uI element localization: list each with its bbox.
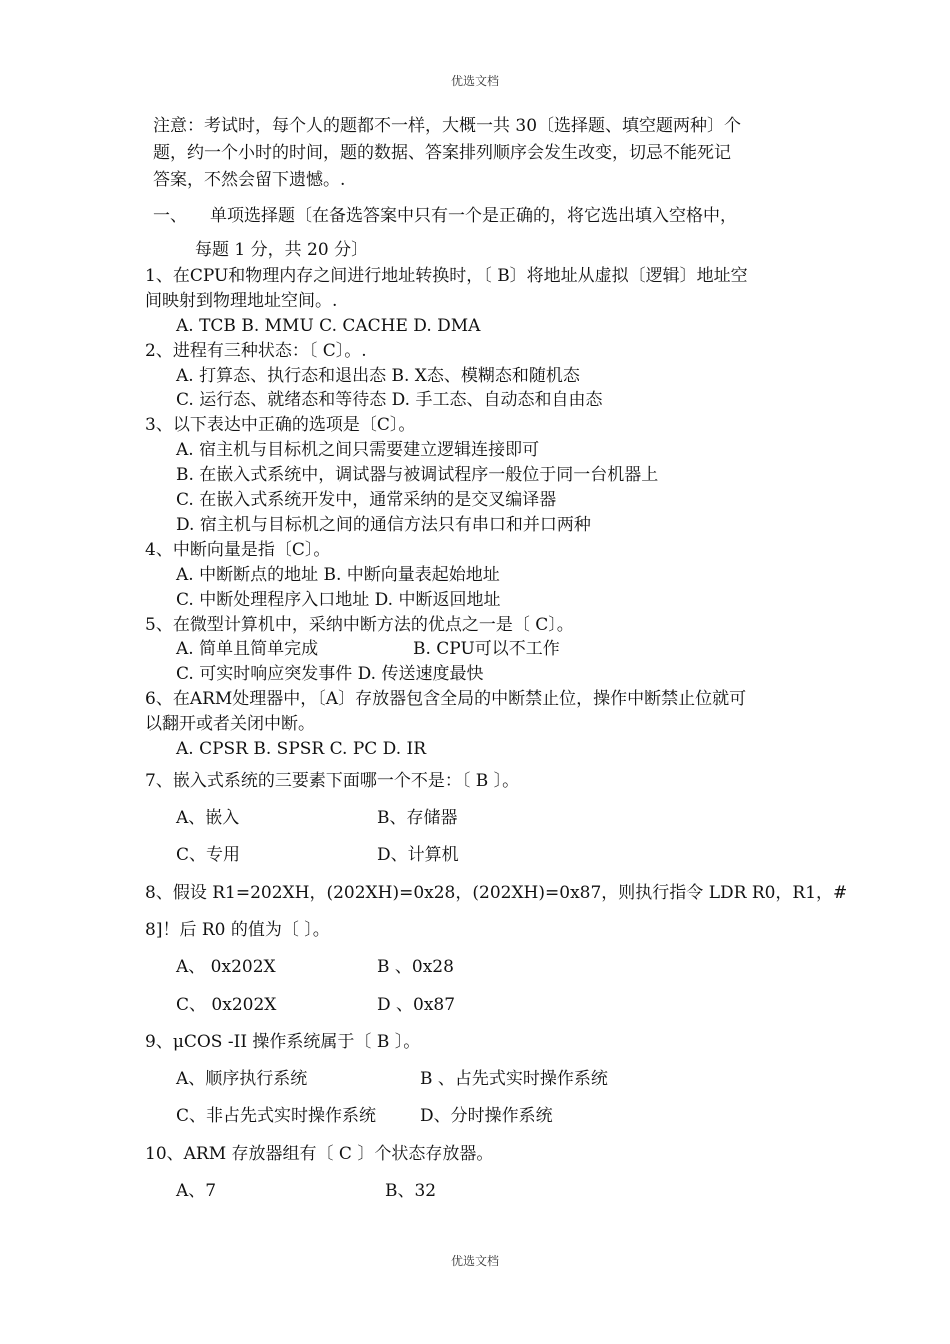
question-stem: 2、进程有三种状态：〔 C〕。. xyxy=(145,341,367,361)
question-stem: 1、在CPU和物理内存之间进行地址转换时，〔 B〕将地址从虚拟〔逻辑〕地址空 xyxy=(145,266,748,286)
question-stem-cont: 间映射到物理地址空间。. xyxy=(145,291,338,311)
question-stem: 7、嵌入式系统的三要素下面哪一个不是：〔 B 〕。 xyxy=(145,771,520,791)
option-d: D. 宿主机与目标机之间的通信方法只有串口和并口两种 xyxy=(176,515,591,535)
option-a: A. 宿主机与目标机之间只需要建立逻辑连接即可 xyxy=(176,440,540,460)
question-stem: 4、中断向量是指〔C〕。 xyxy=(145,540,331,560)
option-c: C、专用 xyxy=(176,845,241,865)
option-d: D 、0x87 xyxy=(377,995,456,1015)
question-options: C. 可实时响应突发事件 D. 传送速度最快 xyxy=(176,664,484,684)
page-footer: 优选文档 xyxy=(450,1254,499,1268)
question-options: A. 中断断点的地址 B. 中断向量表起始地址 xyxy=(176,565,500,585)
question-stem: 9、μCOS -II 操作系统属于〔 B 〕。 xyxy=(145,1032,421,1052)
option-b: B. CPU可以不工作 xyxy=(413,639,560,659)
question-stem-cont: 以翻开或者关闭中断。 xyxy=(145,714,315,734)
section-number: 一、 xyxy=(153,206,187,226)
section-title-cont: 每题 1 分，共 20 分〕 xyxy=(195,240,369,260)
page-header: 优选文档 xyxy=(450,74,499,88)
question-stem-cont: 8]！后 R0 的值为〔 〕。 xyxy=(145,920,330,940)
section-title: 单项选择题〔在备选答案中只有一个是正确的，将它选出填入空格中， xyxy=(210,206,737,226)
option-b: B、32 xyxy=(385,1181,437,1201)
option-a: A、 0x202X xyxy=(176,957,276,977)
notice-line: 注意：考试时，每个人的题都不一样，大概一共 30〔选择题、填空题两种〕个 xyxy=(153,116,742,136)
option-c: C、非占先式实时操作系统 xyxy=(176,1106,377,1126)
question-stem: 8、假设 R1=202XH，(202XH)=0x28，(202XH)=0x87，则执行指令 LDR R0，R1，# xyxy=(145,883,848,903)
option-c: C. 在嵌入式系统开发中，通常采纳的是交叉编译器 xyxy=(176,490,557,510)
option-a: A、嵌入 xyxy=(176,808,240,828)
option-a: A、顺序执行系统 xyxy=(176,1069,308,1089)
option-b: B 、0x28 xyxy=(377,957,454,977)
question-options: C. 中断处理程序入口地址 D. 中断返回地址 xyxy=(176,590,501,610)
question-options: A. TCB B. MMU C. CACHE D. DMA xyxy=(176,316,481,336)
option-d: D、计算机 xyxy=(377,845,459,865)
option-b: B、存储器 xyxy=(377,808,458,828)
notice-line: 答案，不然会留下遗憾。. xyxy=(153,170,346,190)
question-options: C. 运行态、就绪态和等待态 D. 手工态、自动态和自由态 xyxy=(176,390,603,410)
question-options: A. CPSR B. SPSR C. PC D. IR xyxy=(176,739,427,759)
option-c: C、 0x202X xyxy=(176,995,277,1015)
question-stem: 10、ARM 存放器组有〔 C 〕个状态存放器。 xyxy=(145,1144,494,1164)
option-a: A、7 xyxy=(176,1181,217,1201)
question-stem: 6、在ARM处理器中，〔A〕存放器包含全局的中断禁止位，操作中断禁止位就可 xyxy=(145,689,747,709)
option-d: D、分时操作系统 xyxy=(420,1106,553,1126)
option-b: B. 在嵌入式系统中，调试器与被调试程序一般位于同一台机器上 xyxy=(176,465,659,485)
option-a: A. 简单且简单完成 xyxy=(176,639,319,659)
question-options: A. 打算态、执行态和退出态 B. X态、模糊态和随机态 xyxy=(176,366,580,386)
question-stem: 3、以下表达中正确的选项是〔C〕。 xyxy=(145,415,416,435)
notice-line: 题，约一个小时的时间，题的数据、答案排列顺序会发生改变，切忌不能死记 xyxy=(153,143,731,163)
option-b: B 、占先式实时操作系统 xyxy=(420,1069,608,1089)
question-stem: 5、在微型计算机中，采纳中断方法的优点之一是〔 C〕。 xyxy=(145,615,574,635)
